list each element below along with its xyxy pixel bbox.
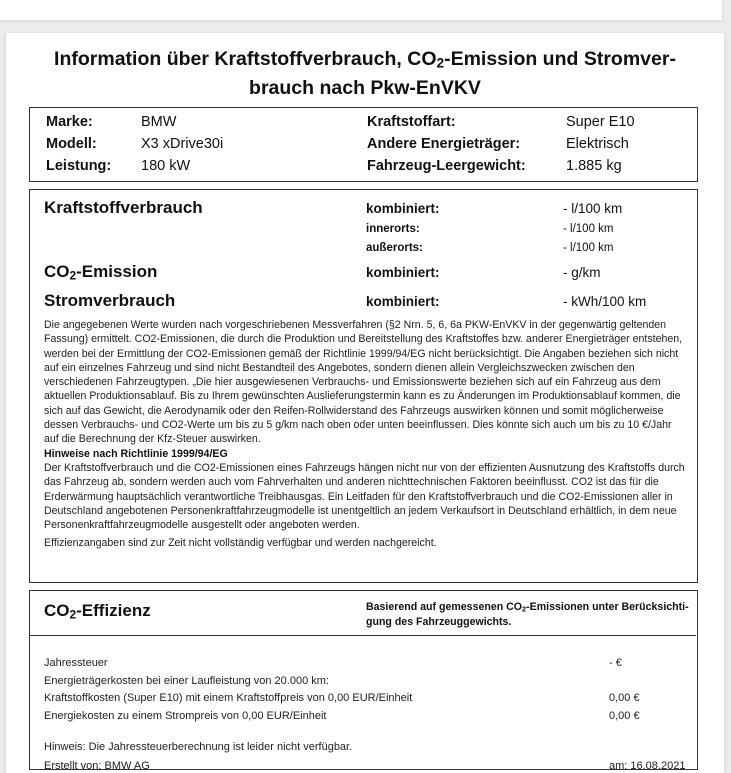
energiekosten-label: Energiekosten zu einem Strompreis von 0,00 EUR/Einheit [44,710,327,722]
strom-kombiniert-label: kombiniert: [366,294,440,309]
kraftstoffkosten-value: 0,00 € [609,692,640,704]
kombiniert-label: kombiniert: [366,201,440,216]
co2-effizienz-heading: $CO_2$-Effizienz [44,601,151,622]
efficiency-note-line-2: gung des Fahrzeuggewichts. [366,616,512,628]
co2-emission-heading: $CO_2$-Emission [44,262,158,283]
modell-label: Modell: [46,136,97,152]
stromverbrauch-heading: Stromverbrauch [44,291,176,310]
kraftstoffverbrauch-heading: Kraftstoffverbrauch [44,198,203,217]
legal-paragraph-1: Die angegebenen Werte wurden nach vorgeschriebenen Messverfahren (§2 Nrn. 5, 6, 6a PKW-EnVKV in der gegenwärtig geltenden Fassung) ermittelt. CO2-Emissionen, die durch die Produktion und Bereitstellung des Kraftstoffes bzw. anderer Energieträger entstehen, werden bei der Ermittlung der CO2-Emissionen gemäß der Richtlinie 1999/94/EG nicht berücksichtigt. Die Angaben beziehen sich nicht auf ein einzelnes Fahrzeug und sind nicht Bestandteil des Angebotes, sondern dienen allein Vergleichszwecken zwischen den verschiedenen Fahrzeugtypen. „Die hier ausgewiesenen Verbrauchs- und Emissionswerte beziehen sich auf ein Fahrzeug aus dem aktuellen Produktionsablauf. Bis zu Ihrem gewünschten Auslieferungstermin kann es zu Änderungen im Produktionsablauf kommen, die sich auf das Gewicht, die Aerodynamik oder den Reifen-Rollwiderstand des Fahrzeugs auswirken können und somit möglicherweise dessen Verbrauchs- und CO2-Werte um bis zu 5 g/km nach oben oder unten beeinflussen. Dies könnte sich auch um bis zu 10 €/Jahr auf die Berechnung der Kfz-Steuer auswirken. [44,319,683,446]
efficiency-divider [30,635,696,636]
jahressteuer-value: - € [609,657,622,669]
energietraeger-label: Andere Energieträger: [367,136,521,152]
consumption-box [29,189,698,583]
efficiency-box [29,590,698,770]
hinweis-heading: Hinweise nach Richtlinie 1999/94/EG [44,447,228,460]
previous-card [0,0,722,20]
vehicle-info-box [29,107,698,182]
innerorts-label: innerorts: [366,223,420,235]
legal-text [44,318,689,551]
steuer-hinweis: Hinweis: Die Jahressteuerberechnung ist leider nicht verfügbar. [44,741,353,753]
efficiency-note-line-1: Basierend auf gemessenen $CO_2$-Emissionen unter Berücksichti- [366,601,689,614]
kraftstoffkosten-label: Kraftstoffkosten (Super E10) mit einem Kraftstoffpreis von 0,00 EUR/Einheit [44,692,413,704]
co2-kombiniert-label: kombiniert: [366,265,440,280]
efficiency-note [366,600,696,630]
envkv-label-sheet [6,33,724,773]
erstellt-von: Erstellt von: BMW AG [44,760,150,772]
ausserorts-value: - l/100 km [563,242,614,254]
leergewicht-value: 1.885 kg [566,158,622,174]
ausserorts-label: außerorts: [366,242,423,254]
innerorts-value: - l/100 km [563,223,614,235]
document-title [36,45,694,103]
strom-kombiniert-value: - kWh/100 km [563,294,647,309]
jahressteuer-label: Jahressteuer [44,657,108,669]
legal-paragraph-2: Der Kraftstoffverbrauch und die CO2-Emissionen eines Fahrzeugs hängen nicht nur von der effizienten Ausnutzung des Kraftstoffs durch das Fahrzeug ab, sondern werden auch vom Fahrverhalten und anderen nichttechnischen Faktoren beeinflusst. CO2 ist das für die Erderwärmung hauptsächlich verantwortliche Treibhausgas. Ein Leitfaden für den Kraftstoffverbrauch und die CO2-Emissionen aller in Deutschland angebotenen Personenkraftfahrzeugmodelle ist unentgeltlich an jedem Verkaufsort in Deutschland erhältlich, in dem neue Personenkraftfahrzeugmodelle ausgestellt oder angeboten werden. [44,461,685,532]
co2-kombiniert-value: - g/km [563,265,601,280]
leistung-value: 180 kW [141,158,191,174]
kombiniert-value: - l/100 km [563,201,623,216]
title-line-2: brauch nach Pkw-EnVKV [249,77,481,99]
leistung-label: Leistung: [46,158,112,174]
kraftstoffart-label: Kraftstoffart: [367,114,456,130]
marke-label: Marke: [46,114,93,130]
energiekosten-heading: Energieträgerkosten bei einer Laufleistung von 20.000 km: [44,675,329,687]
energiekosten-value: 0,00 € [609,710,640,722]
marke-value: BMW [141,114,177,130]
erstellt-datum: am: 16.08.2021 [609,760,686,772]
leergewicht-label: Fahrzeug-Leergewicht: [367,158,526,174]
title-line-1: Information über Kraftstoffverbrauch, $CO_2$-Emission und Stromver- [54,48,676,71]
modell-value: X3 xDrive30i [141,136,224,152]
energietraeger-value: Elektrisch [566,136,629,152]
legal-paragraph-3: Effizienzangaben sind zur Zeit nicht vollständig verfügbar und werden nachgereicht. [44,537,437,550]
kraftstoffart-value: Super E10 [566,114,635,130]
